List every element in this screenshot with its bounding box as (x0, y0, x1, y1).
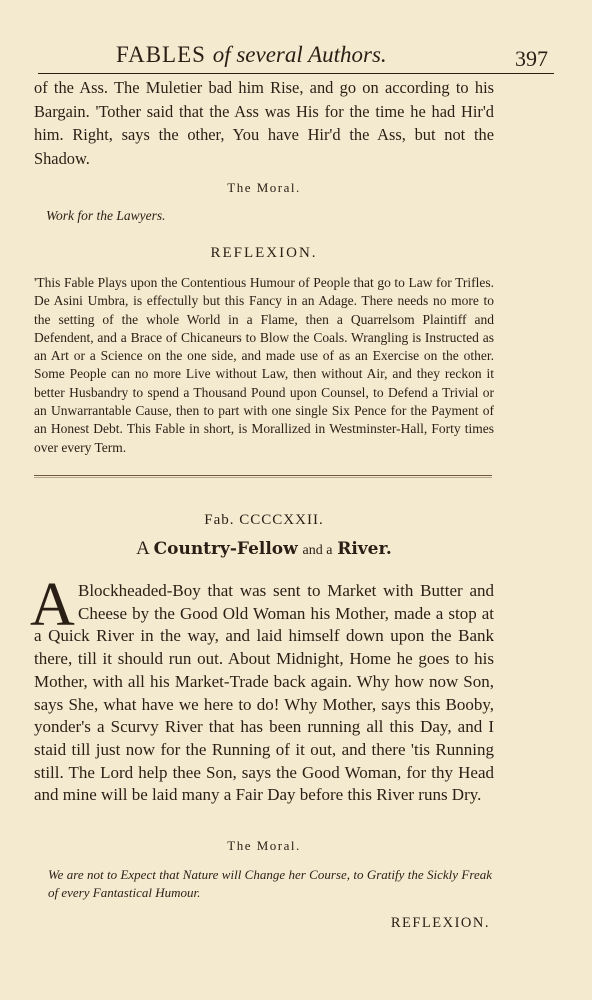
reflexion-block (34, 274, 494, 457)
fable-title-blackletter-1: Country-Fellow (153, 539, 298, 559)
previous-fable-text: of the Ass. The Muletier bad him Rise, and go on according to his Bargain. 'Tother said that the Ass was His for the time he had Hir'd him. Right, says the other, You have Hir'd the Ass, but not the Shadow. (34, 78, 494, 168)
fable-title-and: and a (302, 543, 333, 558)
fable-body-block (34, 580, 494, 807)
fable-title (34, 538, 494, 560)
fable-title-blackletter-2: River. (337, 539, 392, 559)
fable-title-prefix: A (136, 538, 149, 559)
moral-heading: The Moral. (227, 180, 301, 195)
previous-fable-ending (34, 76, 494, 170)
header-rule (38, 73, 554, 74)
running-title-italic: of several Authors. (212, 42, 387, 67)
moral-text: Work for the Lawyers. (46, 208, 166, 223)
reflexion-heading: REFLEXION. (210, 245, 318, 261)
fable-body: Blockheaded-Boy that was sent to Market with Butter and Cheese by the Good Old Woman his Mother, made a stop at a Quick River in the way, and laid himself down upon the Bank there, till it should run out. About Midnight, Home he goes to his Mother, with all his Market-Trade back again. Why how now Son, says She, what have we here to do! Why Mother, says this Booby, yonder's a Scurvy River that has been running all this Day, and I staid till just now for the Running of it out, and there 'tis Running still. The Lord help thee Son, says the Good Woman, for thy Head and mine will be laid many a Fair Day before this River runs Dry. (34, 581, 494, 805)
fable-moral-text: We are not to Expect that Nature will Change her Course, to Gratify the Sickly Freak of every Fantastical Humour. (48, 867, 492, 900)
fable-number: Fab. CCCCXXII. (204, 512, 324, 528)
reflexion-text: 'This Fable Plays upon the Contentious Humour of People that go to Law for Trifles. De Asini Umbra, is effectully but this Fancy in an Adage. There needs no more to the setting of the whole World in a Flame, then a Quarrelsom Plaintiff and Defendent, and a Brace of Chicaneurs to Blow the Coals. Wrangling is Instructed as an Art or a Science on the one side, and made use of as an Exercise on the other. Some People can no more Live without Law, then without Air, and they reckon it better Husbandry to spend a Thousand Pound upon Counsel, to Defend a Trivial or an Unwarrantable Cause, then to part with one single Six Pence for the Payment of an Honest Debt. This Fable in short, is Morallized in Westminster-Hall, Forty times over every Term. (34, 275, 494, 455)
fable-moral-heading: The Moral. (227, 838, 301, 853)
drop-cap: A (30, 571, 75, 639)
fable-reflexion-heading: REFLEXION. (390, 915, 490, 931)
running-title (116, 42, 387, 68)
page-number: 397 (515, 46, 548, 71)
running-title-caps: FABLES (116, 42, 206, 67)
section-divider (34, 475, 492, 476)
